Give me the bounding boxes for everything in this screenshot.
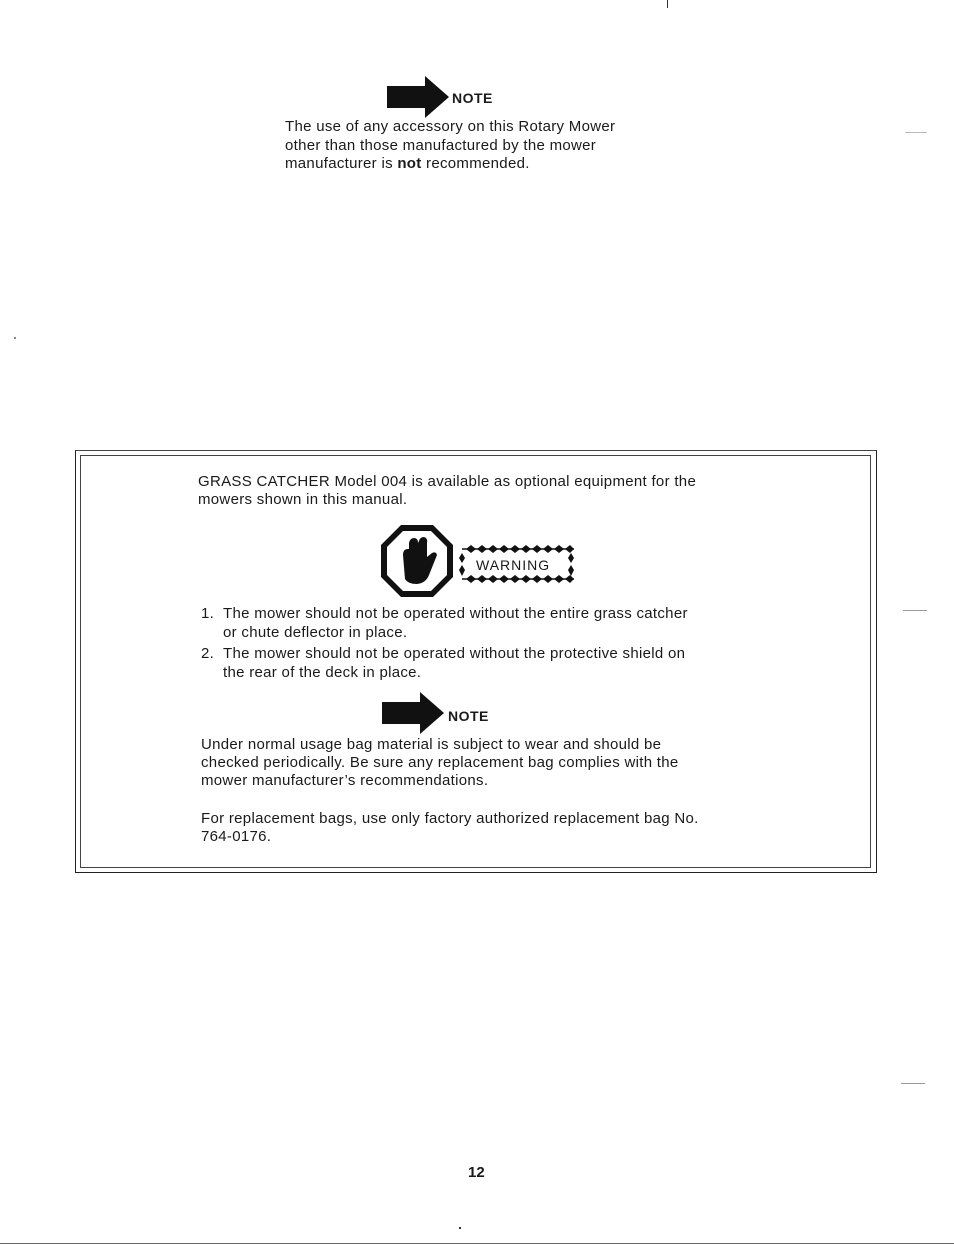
- list-item: [201, 645, 761, 682]
- intro-text-line: mowers shown in this manual.: [198, 491, 408, 508]
- warning-diamond-border-top: [462, 544, 574, 554]
- list-number: 2.: [201, 645, 215, 662]
- note-text-line: Under normal usage bag material is subject to wear and should be: [201, 736, 662, 753]
- note-text-line: mower manufacturer’s recommendations.: [201, 772, 489, 789]
- scan-mark: [901, 1083, 925, 1084]
- note-heading: NOTE: [452, 90, 493, 106]
- replacement-text-line: 764-0176.: [201, 828, 272, 845]
- note-heading: NOTE: [448, 708, 489, 724]
- scan-mark: [905, 132, 927, 133]
- bottom-rule: [0, 1243, 954, 1244]
- stop-hand-icon: [379, 523, 455, 599]
- list-item-line: The mower should not be operated without the entire grass catcher: [223, 605, 688, 622]
- note-text-line: checked periodically. Be sure any replacement bag complies with the: [201, 754, 679, 771]
- arrow-right-icon: [382, 692, 446, 734]
- arrow-right-icon: [387, 76, 451, 118]
- emphasis-not: not: [397, 155, 422, 172]
- list-number: 1.: [201, 605, 215, 622]
- note-text-line: other than those manufactured by the mower: [285, 137, 597, 154]
- note-text-line: The use of any accessory on this Rotary Mower: [285, 118, 616, 135]
- page-number: 12: [468, 1164, 485, 1181]
- warning-diamond-border-bottom: [462, 574, 574, 584]
- note-text-line: manufacturer is not recommended.: [285, 155, 530, 172]
- scan-mark: [459, 1227, 461, 1229]
- scan-mark: [14, 337, 16, 339]
- list-item-line: or chute deflector in place.: [223, 623, 408, 641]
- warning-label: WARNING: [476, 557, 551, 573]
- list-item-line: the rear of the deck in place.: [223, 663, 422, 681]
- replacement-text-line: For replacement bags, use only factory authorized replacement bag No.: [201, 810, 699, 827]
- scan-mark: [667, 0, 668, 8]
- list-item-line: The mower should not be operated without the protective shield on: [223, 645, 686, 662]
- list-item: [201, 605, 761, 642]
- intro-text-line: GRASS CATCHER Model 004 is available as optional equipment for the: [198, 473, 697, 490]
- scan-mark: [903, 610, 927, 611]
